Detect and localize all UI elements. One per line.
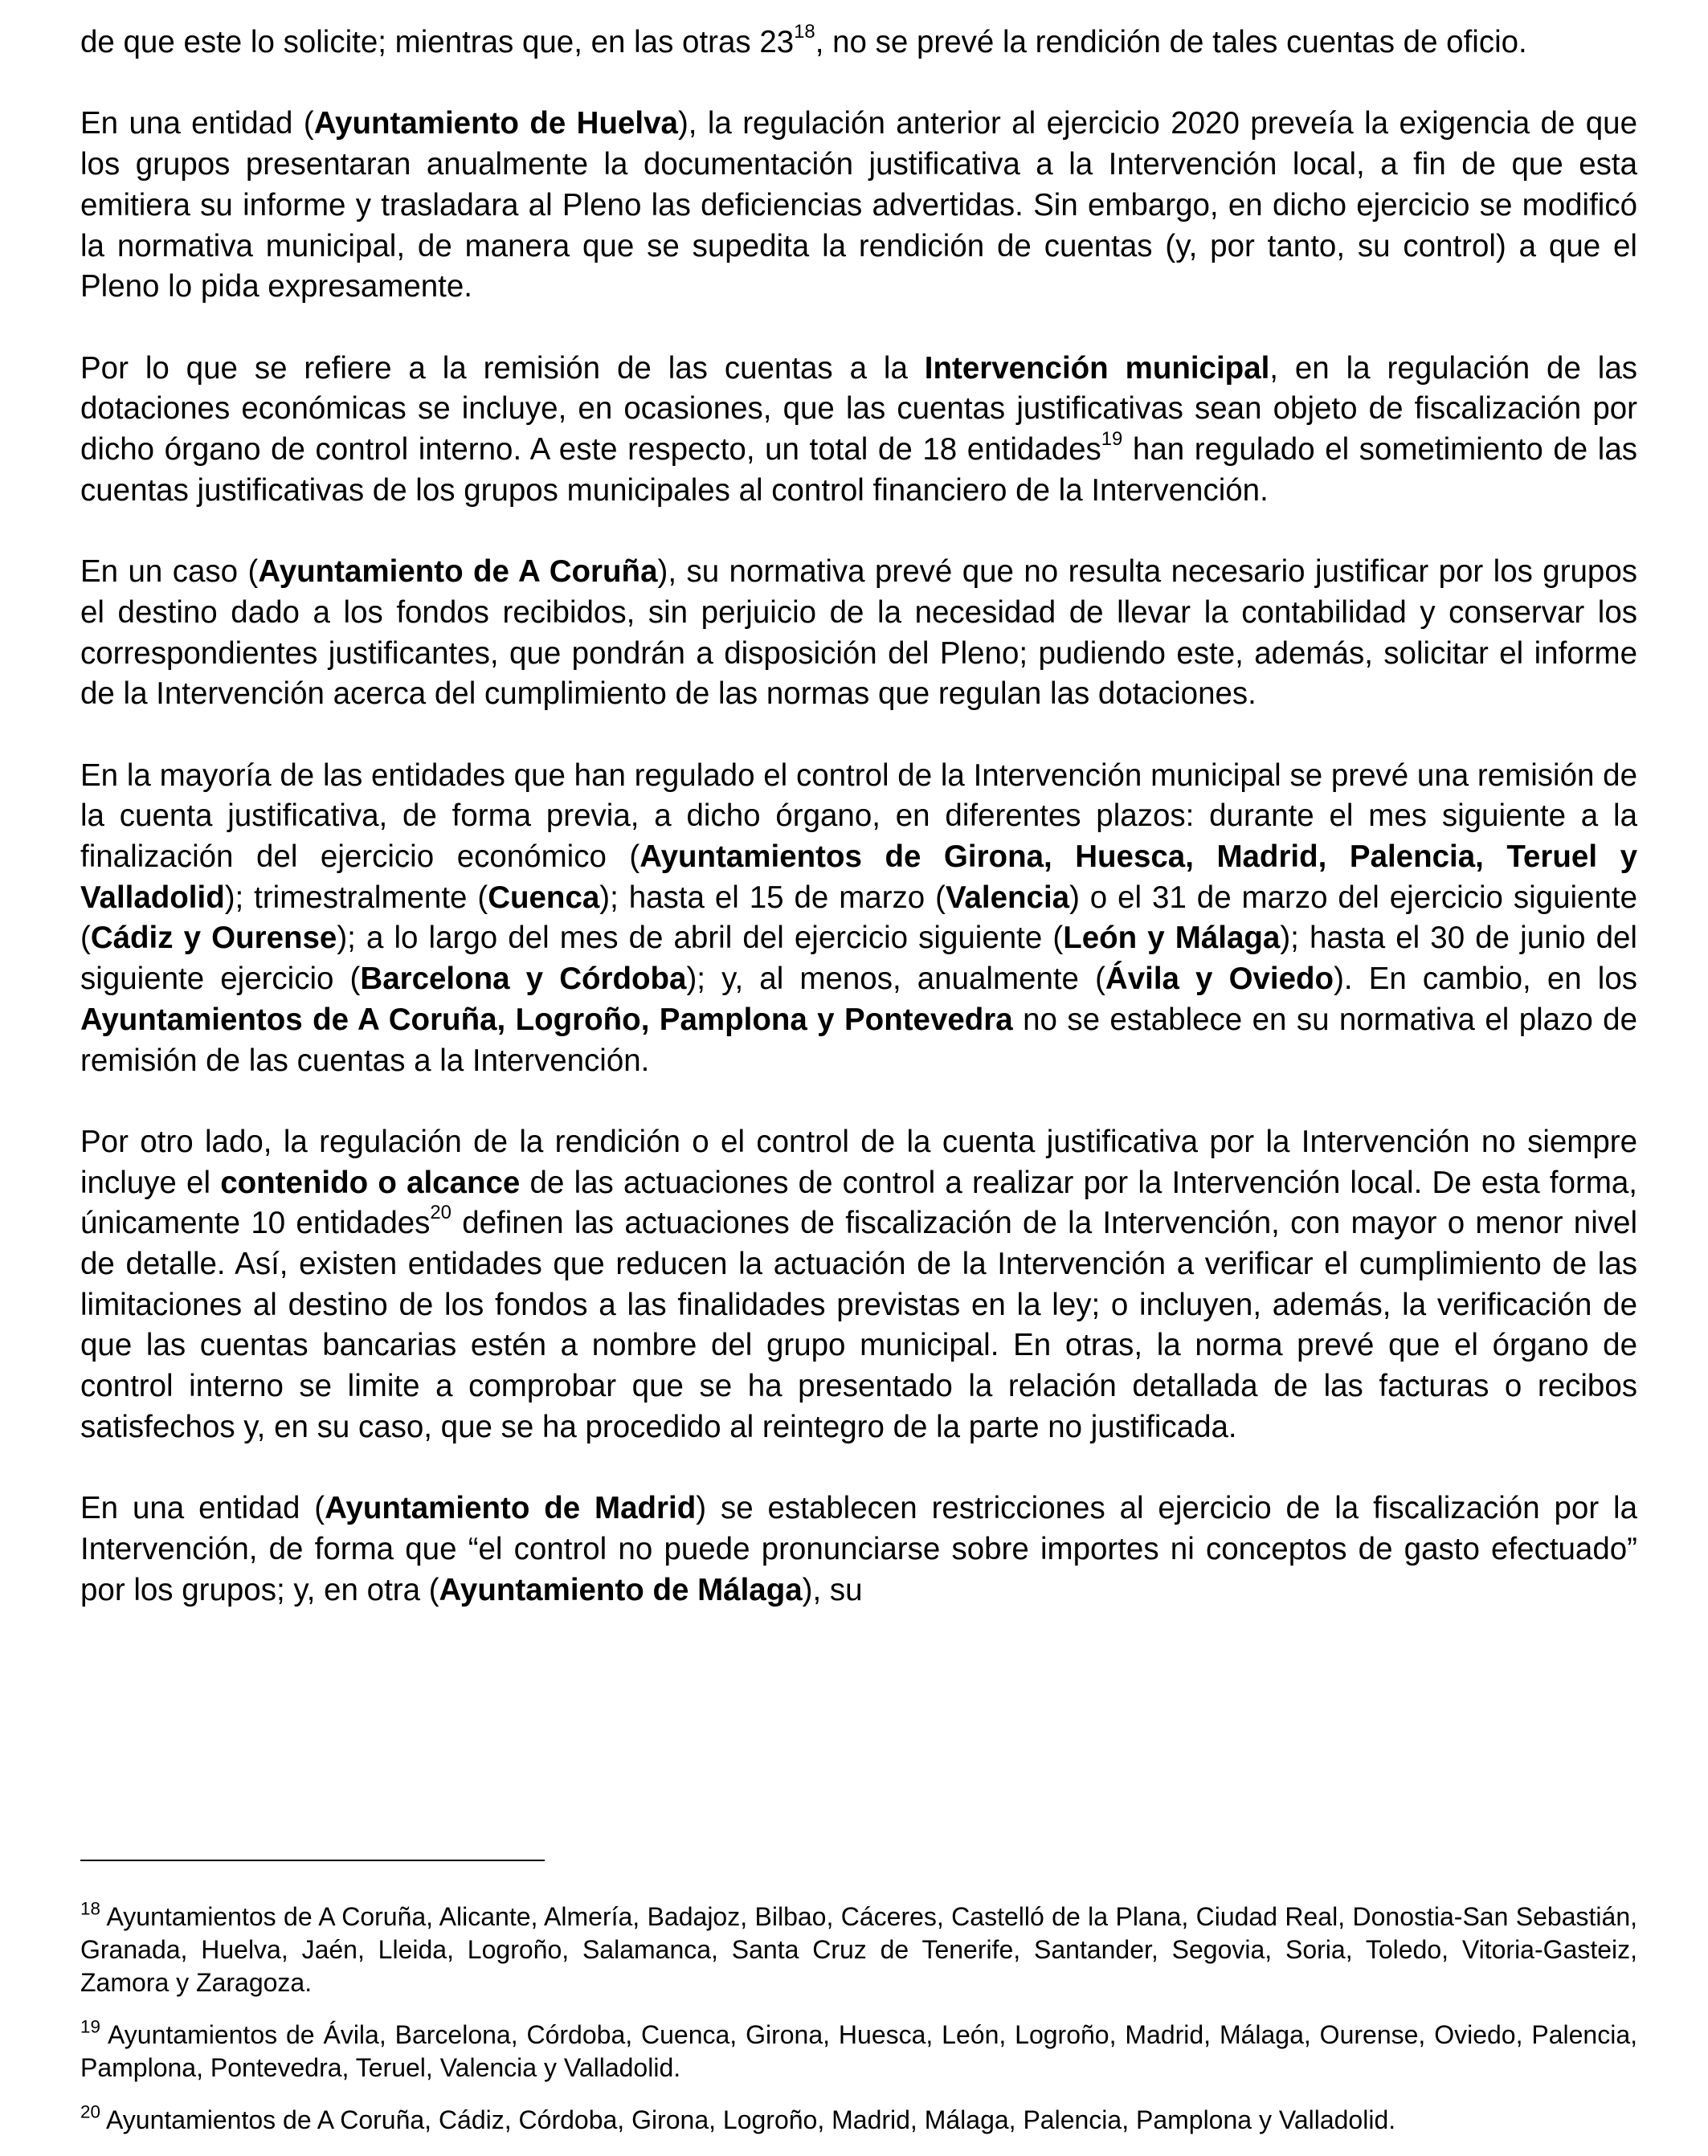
- bold-text: Ayuntamiento de Málaga: [439, 1572, 803, 1607]
- text-segment: ), su normativa prevé que no resulta necesario justificar por los grupos el destino dado a los fondos recibidos, sin perjuicio de la necesidad de llevar la contabilidad y conservar los correspondientes justificantes, que pondrán a disposición del Pleno; pudiendo este, además, solicitar el informe de la Intervención acerca del cumplimiento de las normas que regulan las dotaciones.: [80, 554, 1638, 712]
- text-segment: ) o el 31 de marzo del ejercicio siguiente (: [80, 880, 1637, 956]
- bold-text: Valencia: [945, 880, 1070, 915]
- text-segment: En un caso (: [80, 554, 259, 590]
- paragraph: [80, 22, 1637, 63]
- text-segment: de que este lo solicite; mientras que, en las otras 23: [80, 25, 795, 59]
- bold-text: Ayuntamiento de A Coruña: [258, 554, 658, 590]
- paragraph: [80, 552, 1637, 715]
- text-segment: En la mayoría de las entidades que han regulado el control de la Intervención municipal se prevé una remisión de la cuenta justificativa, de forma previa, a dicho órgano, en diferentes plazos: durante el mes siguiente a la finalización del ejercicio económico (: [80, 757, 1637, 874]
- document-body: [80, 22, 1637, 1652]
- footnote-reference: 20: [430, 1202, 452, 1224]
- text-segment: ); hasta el 30 de junio del siguiente ejercicio (: [80, 921, 1637, 997]
- bold-text: Barcelona y Córdoba: [360, 962, 687, 997]
- bold-text: Ayuntamiento de Huelva: [313, 106, 678, 141]
- text-segment: ). En cambio, en los: [1334, 962, 1637, 997]
- footnote-reference: 19: [1101, 428, 1123, 451]
- footnote-number: 18: [80, 1898, 100, 1919]
- text-segment: ) se establecen restricciones al ejercicio de la fiscalización por la Intervención, de forma que “el control no puede pronunciarse sobre importes ni conceptos de gasto efectuado” por los grupos; y, en otra (: [80, 1491, 1637, 1607]
- text-segment: , en la regulación de las dotaciones económicas se incluye, en ocasiones, que las cuentas justificativas sean objeto de fiscalización por dicho órgano de control interno. A este respecto, un total de 18 entidades: [80, 350, 1637, 467]
- footnote-text: Ayuntamientos de A Coruña, Alicante, Almería, Badajoz, Bilbao, Cáceres, Castelló de la Plana, Ciudad Real, Donostia-San Sebastián, Granada, Huelva, Jaén, Lleida, Logroño, Salamanca, Santa Cruz de Tenerife, Santander, Segovia, Soria, Toledo, Vitoria-Gasteiz, Zamora y Zaragoza.: [80, 1902, 1637, 1997]
- text-segment: Por otro lado, la regulación de la rendición o el control de la cuenta justificativa por la Intervención no siempre incluye el: [80, 1124, 1637, 1200]
- footnote-text: Ayuntamientos de A Coruña, Cádiz, Córdoba, Girona, Logroño, Madrid, Málaga, Palencia, Pamplona y Valladolid.: [100, 2105, 1396, 2134]
- paragraph: [80, 1488, 1637, 1611]
- paragraph: [80, 104, 1637, 308]
- footnote: [80, 2101, 1637, 2137]
- text-segment: no se establece en su normativa el plazo de remisión de las cuentas a la Intervención.: [80, 1002, 1637, 1078]
- bold-text: Cádiz y Ourense: [90, 921, 337, 956]
- text-segment: de las actuaciones de control a realizar por la Intervención local. De esta forma, únicamente 10 entidades: [80, 1165, 1637, 1241]
- bold-text: Ávila y Oviedo: [1105, 962, 1334, 997]
- paragraph: [80, 1122, 1637, 1448]
- text-segment: Por lo que se refiere a la remisión de las cuentas a la: [80, 350, 925, 386]
- footnote: [80, 2016, 1637, 2085]
- bold-text: León y Málaga: [1063, 921, 1281, 956]
- text-segment: ); y, al menos, anualmente (: [686, 962, 1105, 997]
- footnote-number: 20: [80, 2101, 100, 2122]
- text-segment: han regulado el sometimiento de las cuentas justificativas de los grupos municipales al control financiero de la Intervención.: [80, 432, 1637, 508]
- footnote: [80, 1898, 1637, 1999]
- footnotes: [80, 1898, 1637, 2156]
- bold-text: Cuenca: [488, 880, 600, 915]
- footnote-number: 19: [80, 2016, 100, 2037]
- text-segment: definen las actuaciones de fiscalización de la Intervención, con mayor o menor nivel de detalle. Así, existen entidades que reducen la actuación de la Intervención a verificar el cumplimiento de las limitaciones al destino de los fondos a las finalidades previstas en la ley; o incluyen, además, la verificación de que las cuentas bancarias estén a nombre del grupo municipal. En otras, la norma prevé que el órgano de control interno se limite a comprobar que se ha presentado la relación detallada de las facturas o recibos satisfechos y, en su caso, que se ha procedido al reintegro de la parte no justificada.: [80, 1206, 1637, 1444]
- bold-text: Ayuntamientos de Girona, Huesca, Madrid, Palencia, Teruel y Valladolid: [80, 839, 1637, 915]
- footnote-text: Ayuntamientos de Ávila, Barcelona, Córdoba, Cuenca, Girona, Huesca, León, Logroño, Madrid, Málaga, Ourense, Oviedo, Palencia, Pamplona, Pontevedra, Teruel, Valencia y Valladolid.: [80, 2020, 1637, 2082]
- text-segment: ); a lo largo del mes de abril del ejercicio siguiente (: [337, 921, 1064, 956]
- bold-text: Ayuntamiento de Madrid: [325, 1491, 697, 1526]
- text-segment: ); hasta el 15 de marzo (: [599, 880, 946, 915]
- text-segment: ), su: [802, 1572, 863, 1607]
- text-segment: En una entidad (: [80, 106, 314, 141]
- paragraph: [80, 756, 1637, 1082]
- footnote-reference: 18: [794, 21, 815, 43]
- text-segment: , no se prevé la rendición de tales cuentas de oficio.: [815, 25, 1527, 59]
- text-segment: ); trimestralmente (: [224, 880, 488, 915]
- text-segment: En una entidad (: [80, 1491, 325, 1526]
- footnote-separator: [80, 1860, 545, 1861]
- bold-text: contenido o alcance: [220, 1165, 521, 1200]
- paragraph: [80, 349, 1637, 512]
- bold-text: Intervención municipal: [924, 350, 1270, 386]
- bold-text: Ayuntamientos de A Coruña, Logroño, Pamplona y Pontevedra: [80, 1002, 1013, 1037]
- text-segment: ), la regulación anterior al ejercicio 2020 preveía la exigencia de que los grupos presentaran anualmente la documentación justificativa a la Intervención local, a fin de que esta emitiera su informe y trasladara al Pleno las deficiencias advertidas. Sin embargo, en dicho ejercicio se modificó la normativa municipal, de manera que se supedita la rendición de cuentas (y, por tanto, su control) a que el Pleno lo pida expresamente.: [80, 106, 1638, 304]
